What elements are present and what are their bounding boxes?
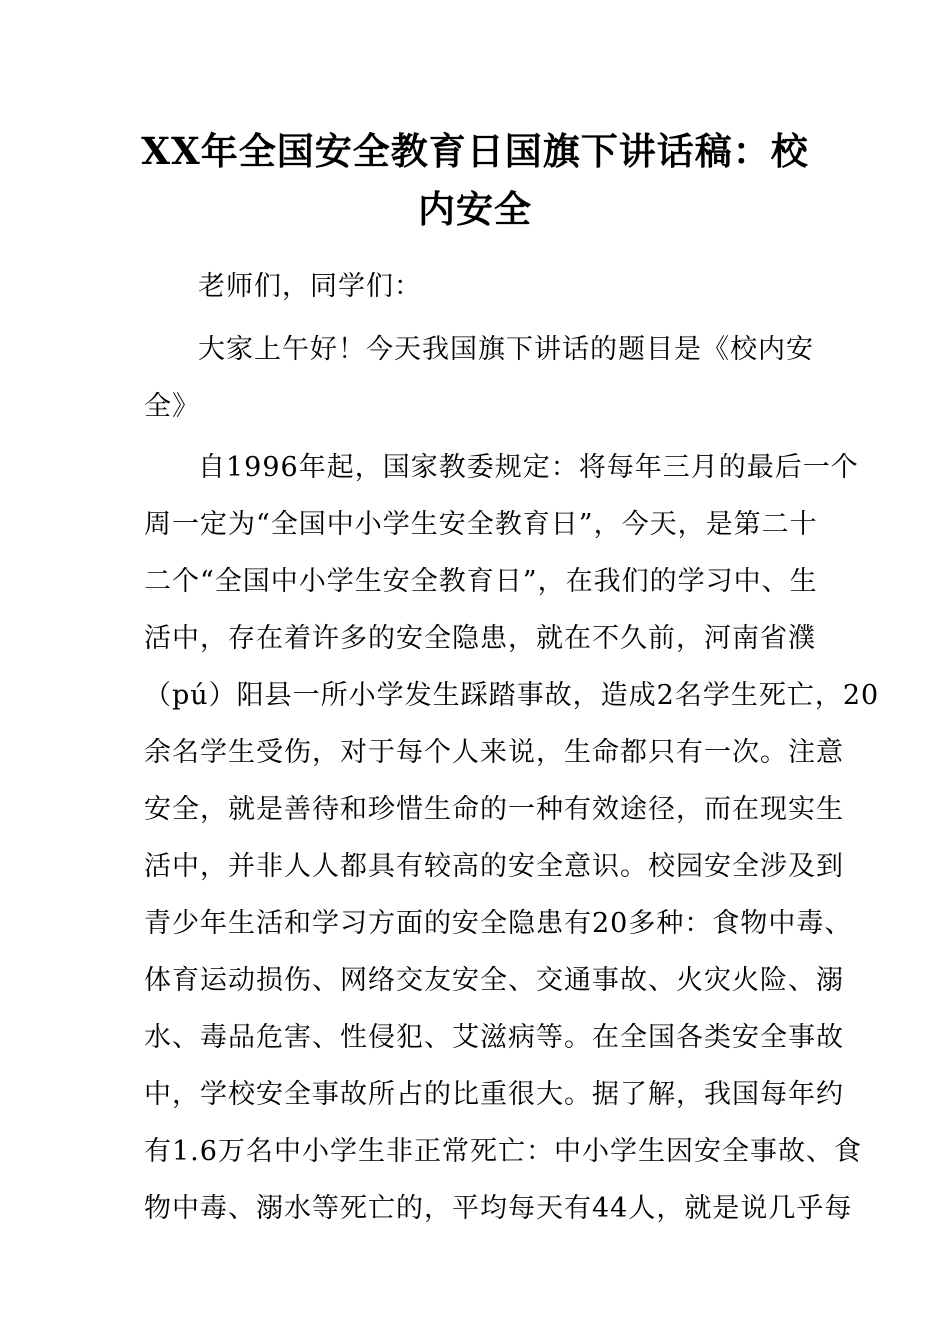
- paragraph-line: （pú）阳县一所小学发生踩踏事故，造成2名学生死亡，20: [144, 680, 880, 711]
- paragraph-2: [144, 439, 880, 1237]
- salutation: [144, 258, 808, 315]
- paragraph-line: 活中，并非人人都具有较高的安全意识。校园安全涉及到: [144, 851, 844, 882]
- paragraph-line: 大家上午好！今天我国旗下讲话的题目是《校内安: [198, 334, 814, 365]
- paragraph-line: 物中毒、溺水等死亡的，平均每天有44人，就是说几乎每: [144, 1193, 853, 1224]
- paragraph-1: [144, 321, 814, 435]
- title-line-1: XX年全国安全教育日国旗下讲话稿：校: [141, 129, 809, 173]
- paragraph-line: 安全，就是善待和珍惜生命的一种有效途径，而在现实生: [144, 794, 844, 825]
- paragraph-line: 全》: [144, 391, 200, 422]
- paragraph-line: 青少年生活和学习方面的安全隐患有20多种：食物中毒、: [144, 908, 853, 939]
- document-title: [130, 122, 820, 238]
- paragraph-line: 体育运动损伤、网络交友安全、交通事故、火灾火险、溺: [144, 965, 844, 996]
- paragraph-line: 水、毒品危害、性侵犯、艾滋病等。在全国各类安全事故: [144, 1022, 844, 1053]
- paragraph-line: 活中，存在着许多的安全隐患，就在不久前，河南省濮: [144, 623, 816, 654]
- paragraph-line: 有1.6万名中小学生非正常死亡：中小学生因安全事故、食: [144, 1136, 862, 1167]
- document-body: [144, 258, 880, 1237]
- salutation-text: 老师们，同学们：: [198, 271, 422, 302]
- paragraph-line: 中，学校安全事故所占的比重很大。据了解，我国每年约: [144, 1079, 844, 1110]
- paragraph-line: 二个“全国中小学生安全教育日”，在我们的学习中、生: [144, 566, 818, 597]
- paragraph-line: 余名学生受伤，对于每个人来说，生命都只有一次。注意: [144, 737, 844, 768]
- paragraph-line: 自1996年起，国家教委规定：将每年三月的最后一个: [198, 452, 859, 483]
- paragraph-line: 周一定为“全国中小学生安全教育日”，今天，是第二十: [144, 509, 818, 540]
- title-line-2: 内安全: [418, 187, 532, 231]
